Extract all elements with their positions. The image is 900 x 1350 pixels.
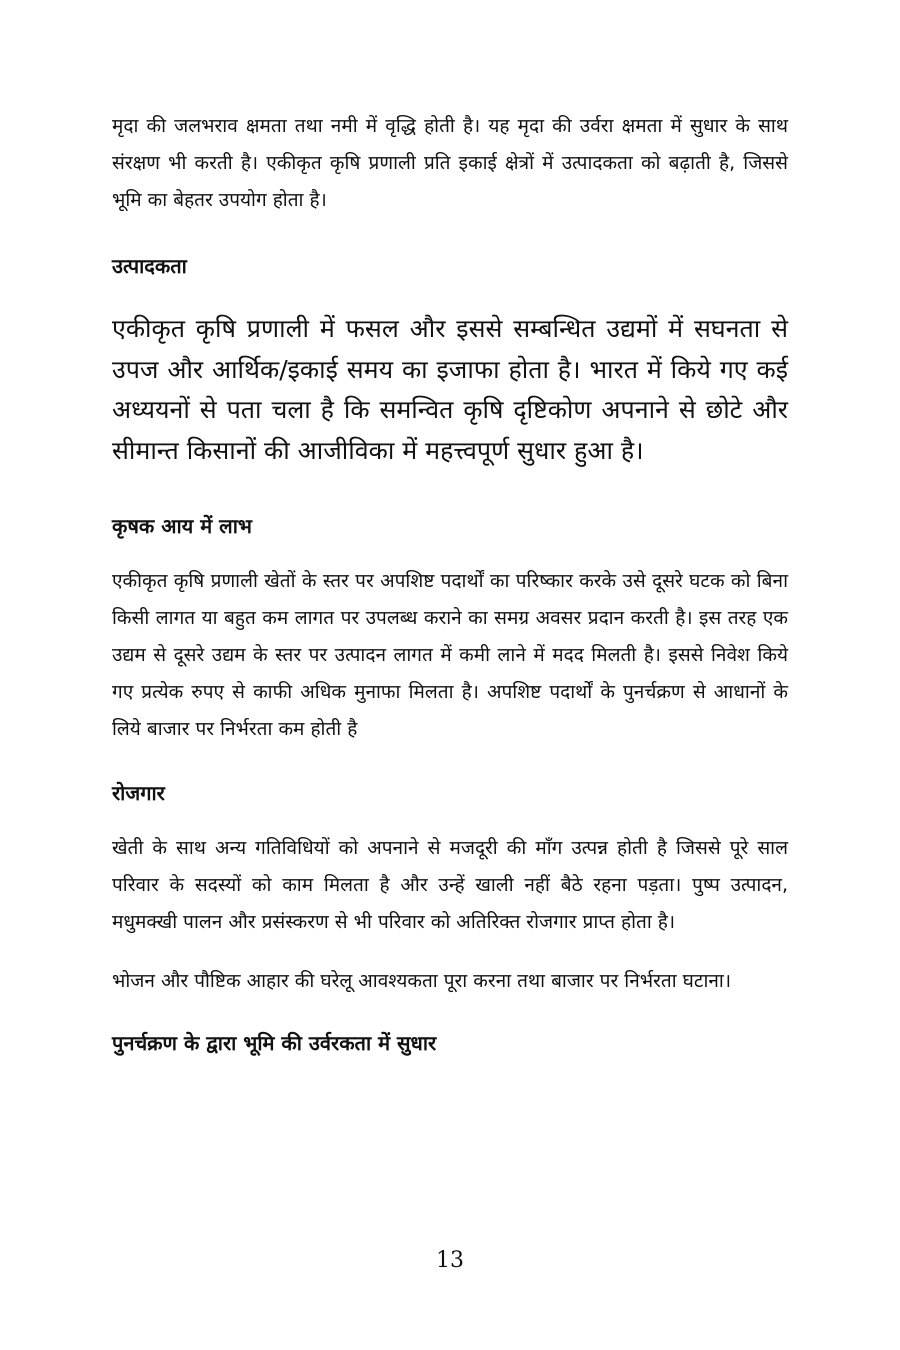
productivity-paragraph: एकीकृत कृषि प्रणाली में फसल और इससे सम्बन्धित उद्यमों में सघनता से उपज और आर्थिक/इकाई समय का इजाफा होता है। भारत में किये गए कई अध्ययनों से पता चला है कि समन्वित कृषि दृष्टिकोण अपनाने से छोटे और सीमान्त किसानों की आजीविका में महत्त्वपूर्ण सुधार हुआ है। — [112, 314, 788, 465]
employment-paragraph: खेती के साथ अन्य गतिविधियों को अपनाने से मजदूरी की माँग उत्पन्न होती है जिससे पूरे साल परिवार के सदस्यों को काम मिलता है और उन्हें खाली नहीं बैठे रहना पड़ता। पुष्प उत्पादन, मधुमक्खी पालन और प्रसंस्करण से भी परिवार को अतिरिक्त रोजगार प्राप्त होता है। — [112, 837, 788, 933]
intro-paragraph: मृदा की जलभराव क्षमता तथा नमी में वृद्धि होती है। यह मृदा की उर्वरा क्षमता में सुधार के साथ संरक्षण भी करती है। एकीकृत कृषि प्रणाली प्रति इकाई क्षेत्रों में उत्पादकता को बढ़ाती है, जिससे भूमि का बेहतर उपयोग होता है। — [112, 115, 788, 211]
farmer-income-paragraph: एकीकृत कृषि प्रणाली खेतों के स्तर पर अपशिष्ट पदार्थों का परिष्कार करके उसे दूसरे घटक को बिना किसी लागत या बहुत कम लागत पर उपलब्ध कराने का समग्र अवसर प्रदान करती है। इस तरह एक उद्यम से दूसरे उद्यम के स्तर पर उत्पादन लागत में कमी लाने में मदद मिलती है। इससे निवेश किये गए प्रत्येक रुपए से काफी अधिक मुनाफा मिलता है। अपशिष्ट पदार्थों के पुनर्चक्रण से आधानों के लिये बाजार पर निर्भरता कम होती है — [112, 570, 788, 740]
nutrition-paragraph: भोजन और पौष्टिक आहार की घरेलू आवश्यकता पूरा करना तथा बाजार पर निर्भरता घटाना। — [112, 970, 732, 992]
page-number: 13 — [436, 1248, 464, 1273]
section-heading-farmer-income: कृषक आय में लाभ — [112, 514, 252, 538]
section-heading-soil-fertility: पुनर्चक्रण के द्वारा भूमि की उर्वरकता में सुधार — [112, 1031, 437, 1055]
section-heading-productivity: उत्पादकता — [112, 254, 187, 278]
page-body — [112, 108, 788, 1058]
section-heading-employment: रोजगार — [112, 781, 165, 805]
